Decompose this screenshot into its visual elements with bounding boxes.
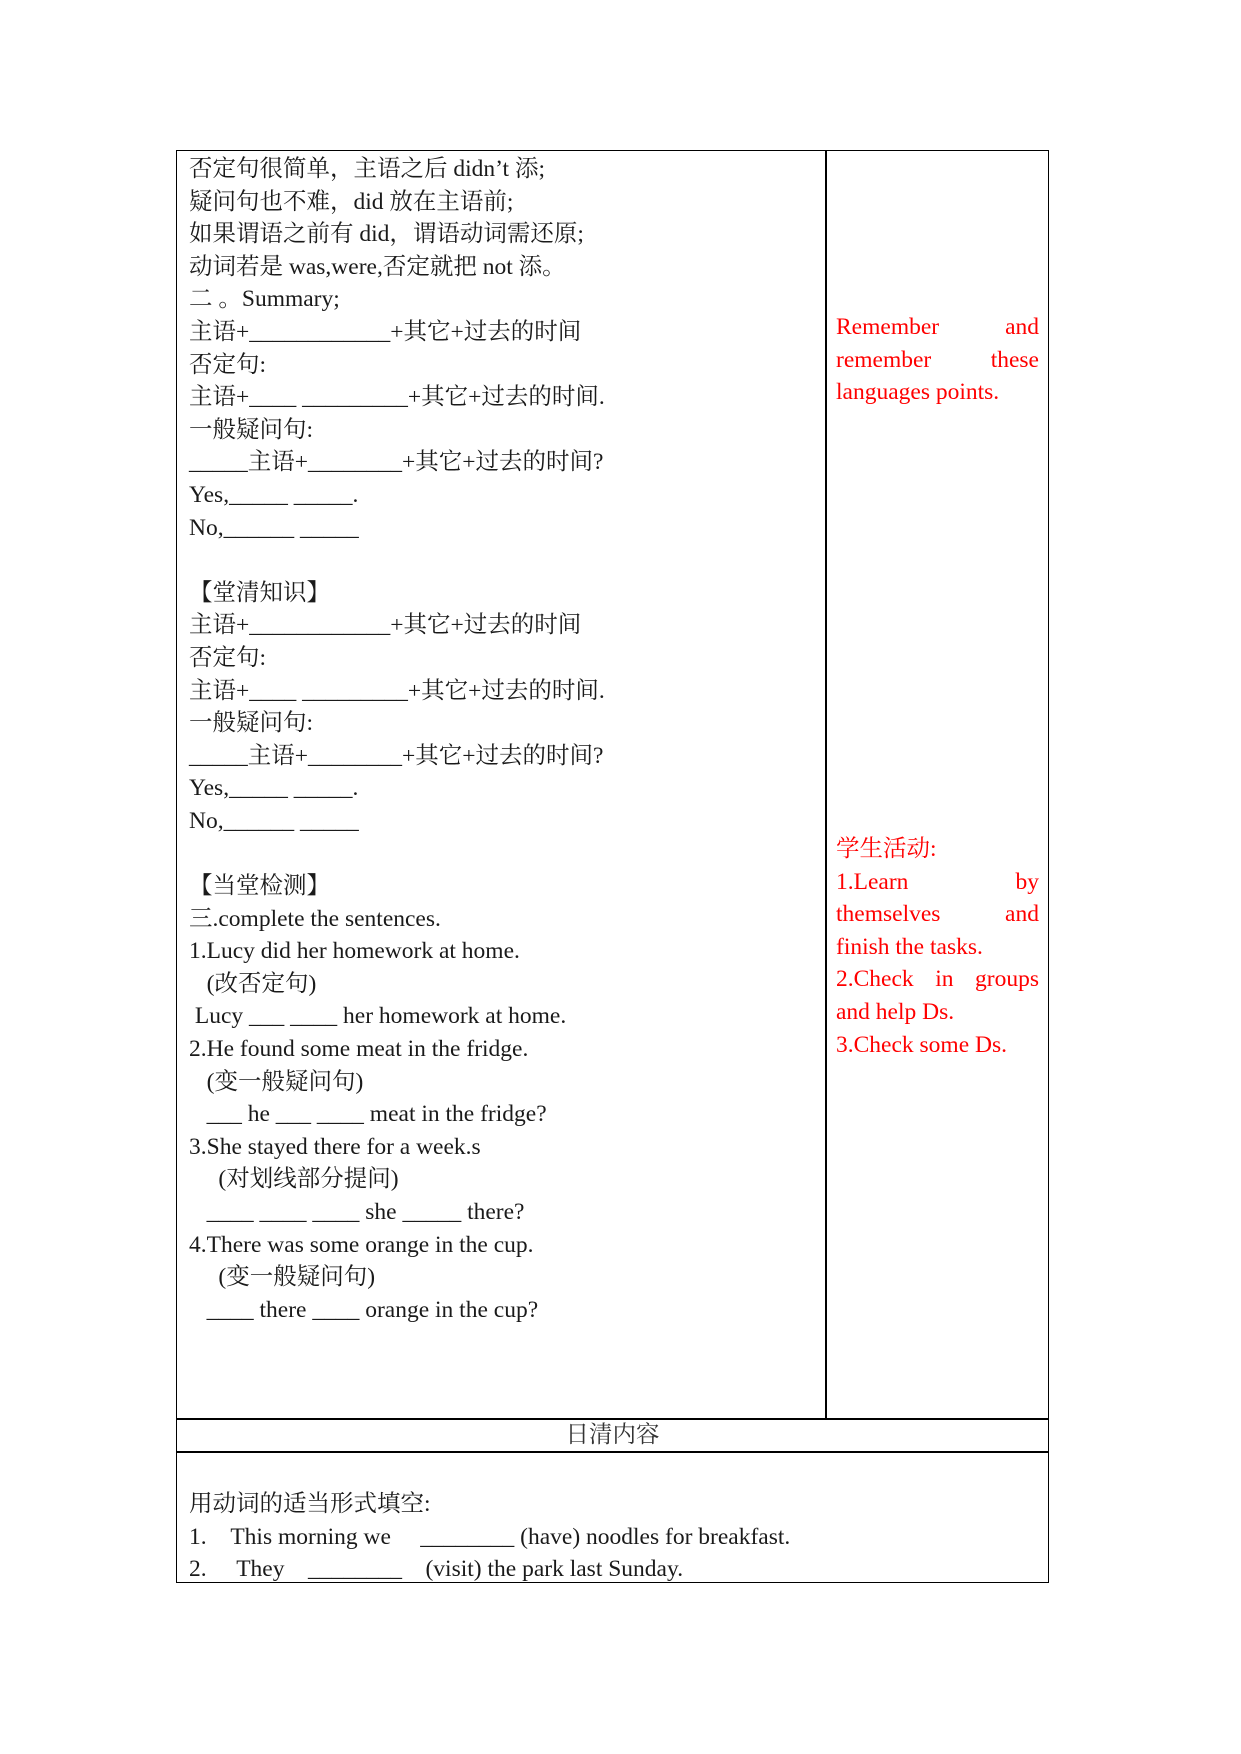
content-line: 如果谓语之前有 did，谓语动词需还原; (189, 221, 584, 248)
spacer (189, 544, 819, 577)
column-divider (825, 151, 827, 1419)
note-line: 1.Learn by (836, 868, 1039, 895)
note-line: finish the tasks. (836, 933, 983, 960)
lesson-content (189, 153, 819, 1326)
exercise-instruction: 用动词的适当形式填空: (189, 1491, 431, 1517)
student-activity-note (836, 833, 1039, 1061)
note-line: Remember and (836, 314, 1039, 340)
daily-section-header: 日清内容 (565, 1422, 660, 1448)
content-line: ___ he ___ ____ meat in the fridge? (189, 1101, 547, 1128)
exercise-text: This morning we ________ (have) noodles for breakfast. (219, 1523, 791, 1550)
content-line: 主语+____________+其它+过去的时间 (189, 318, 582, 345)
content-line: (变一般疑问句) (189, 1264, 376, 1291)
content-line: 三.complete the sentences. (189, 905, 441, 932)
note-line: 2.Check in groups (836, 966, 1039, 993)
exercise-number: 1. (189, 1523, 207, 1550)
content-line: 1.Lucy did her homework at home. (189, 938, 520, 965)
content-line: 主语+____ _________+其它+过去的时间. (189, 384, 605, 411)
content-line: 一般疑问句: (189, 710, 314, 737)
content-line: 疑问句也不难，did 放在主语前; (189, 188, 514, 215)
note-line: 3.Check some Ds. (836, 1031, 1008, 1058)
content-line: (对划线部分提问) (189, 1166, 399, 1193)
content-line: ____ there ____ orange in the cup? (189, 1296, 539, 1323)
content-line: 2.He found some meat in the fridge. (189, 1036, 529, 1063)
content-line: No,______ _____ (189, 807, 359, 834)
note-title: 学生活动: (836, 836, 937, 862)
content-line: Yes,_____ _____. (189, 775, 359, 802)
content-line: 主语+____________+其它+过去的时间 (189, 612, 582, 639)
content-line: 动词若是 was,were,否定就把 not 添。 (189, 253, 566, 280)
spacer (189, 837, 819, 870)
content-line: 4.There was some orange in the cup. (189, 1231, 534, 1258)
content-line: Lucy ___ ____ her homework at home. (189, 1003, 567, 1030)
content-line: _____主语+________+其它+过去的时间? (189, 449, 604, 476)
content-line: No,______ _____ (189, 514, 359, 541)
note-line: languages points. (836, 379, 1000, 406)
content-line: 否定句很简单，主语之后 didn’t 添; (189, 156, 545, 182)
content-line: 一般疑问句: (189, 416, 314, 443)
daily-exercises (189, 1488, 1029, 1586)
worksheet-table (176, 150, 1049, 1583)
content-line: (变一般疑问句) (189, 1068, 364, 1095)
exercise-number: 2. (189, 1556, 207, 1583)
exercise-text: They ________ (visit) the park last Sunday. (219, 1556, 684, 1583)
exercise-item (189, 1553, 1029, 1586)
content-line: 【当堂检测】 (189, 873, 330, 900)
content-line: 【堂清知识】 (189, 579, 330, 606)
note-line: themselves and (836, 901, 1039, 928)
note-line: and help Ds. (836, 998, 955, 1025)
content-line: 3.She stayed there for a week.s (189, 1133, 481, 1160)
content-line: 否定句: (189, 351, 267, 378)
content-line: 否定句: (189, 644, 267, 671)
teacher-note-remember (836, 311, 1039, 409)
content-line: ____ ____ ____ she _____ there? (189, 1199, 525, 1225)
content-line: _____主语+________+其它+过去的时间? (189, 742, 604, 769)
note-line: remember these (836, 346, 1039, 373)
content-line: 主语+____ _________+其它+过去的时间. (189, 677, 605, 704)
exercise-item (189, 1521, 1029, 1554)
content-line: 二 。Summary; (189, 286, 340, 313)
content-line: Yes,_____ _____. (189, 481, 359, 508)
content-line: (改否定句) (189, 970, 317, 997)
